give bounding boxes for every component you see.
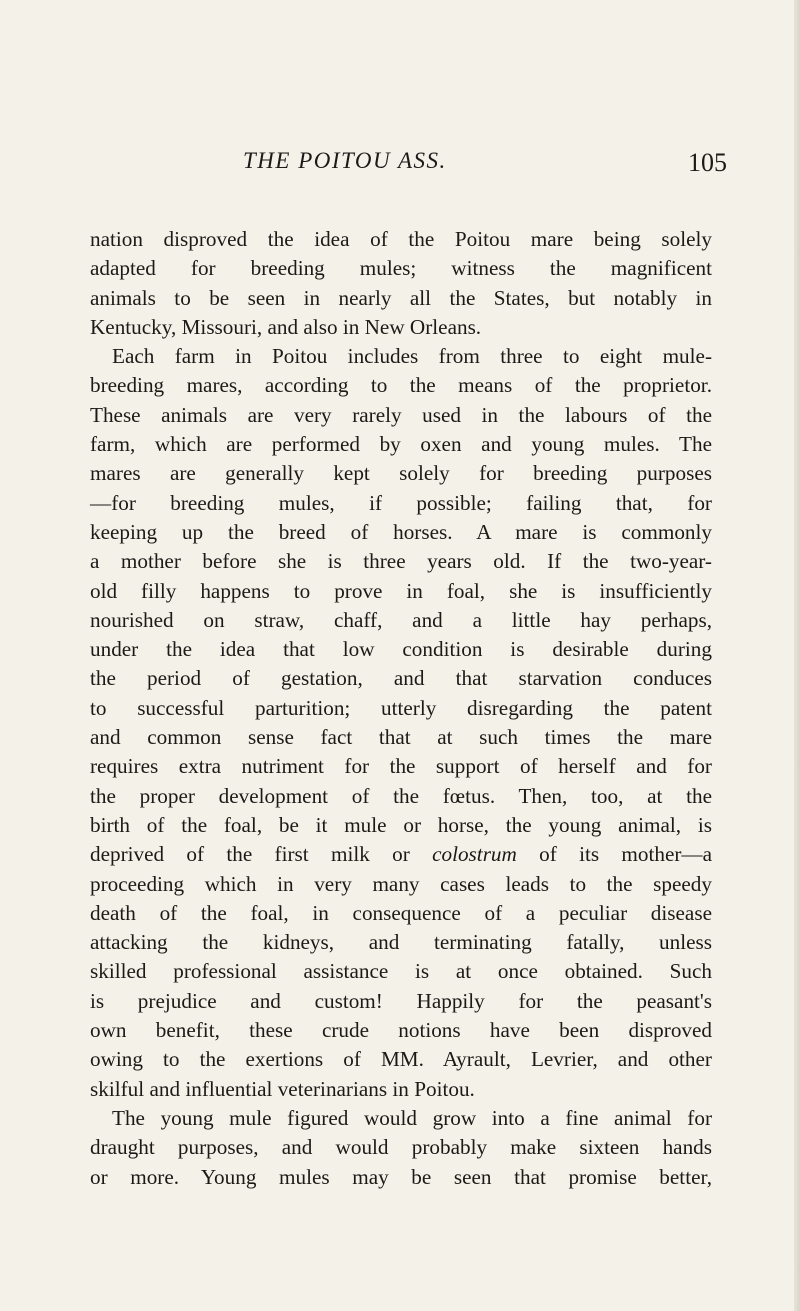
italic-term: colostrum: [432, 842, 517, 867]
text-line: under the idea that low condition is desirable during: [90, 637, 712, 662]
text-line: to successful parturition; utterly disregarding the patent: [90, 695, 712, 720]
line-segment: deprived of the first milk or: [90, 842, 410, 867]
text-line: requires extra nutriment for the support of herself and for: [90, 754, 712, 779]
text-line: farm, which are performed by oxen and young mules. The: [90, 432, 712, 457]
text-line: mares are generally kept solely for breeding purposes: [90, 461, 712, 486]
text-line: is prejudice and custom! Happily for the peasant's: [90, 988, 712, 1013]
page-edge: [794, 0, 800, 1311]
paragraph-start: The young mule figured would grow into a fine animal for: [112, 1105, 712, 1130]
text-line: skilful and influential veterinarians in Poitou.: [90, 1076, 475, 1101]
text-line: animals to be seen in nearly all the States, but notably in: [90, 285, 712, 310]
text-line: skilled professional assistance is at once obtained. Such: [90, 959, 712, 984]
text-line: proceeding which in very many cases leads to the speedy: [90, 871, 712, 896]
text-line: Kentucky, Missouri, and also in New Orleans.: [90, 314, 482, 339]
text-line: death of the foal, in consequence of a peculiar disease: [90, 900, 712, 925]
text-line: or more. Young mules may be seen that promise better,: [90, 1164, 712, 1189]
body-text: [90, 225, 712, 1192]
page-header: [0, 148, 800, 184]
page-number: 105: [688, 148, 727, 177]
text-line: keeping up the breed of horses. A mare is commonly: [90, 519, 712, 544]
text-line: attacking the kidneys, and terminating fatally, unless: [90, 930, 712, 955]
text-line: owing to the exertions of MM. Ayrault, Levrier, and other: [90, 1047, 712, 1072]
text-line: old filly happens to prove in foal, she is insufficiently: [90, 578, 712, 603]
text-line: breeding mares, according to the means of the proprietor.: [90, 373, 712, 398]
text-line: and common sense fact that at such times the mare: [90, 725, 712, 750]
text-line: These animals are very rarely used in the labours of the: [90, 402, 712, 427]
text-line: a mother before she is three years old. If the two-year-: [90, 549, 712, 574]
text-line: birth of the foal, be it mule or horse, the young animal, is: [90, 812, 712, 837]
text-line: the period of gestation, and that starvation conduces: [90, 666, 712, 691]
text-line: draught purposes, and would probably make sixteen hands: [90, 1135, 712, 1160]
text-line-with-italic: [90, 840, 712, 869]
text-line: adapted for breeding mules; witness the magnificent: [90, 256, 712, 281]
running-head: THE POITOU ASS.: [243, 148, 447, 173]
text-line: —for breeding mules, if possible; failing that, for: [90, 490, 712, 515]
text-line: nourished on straw, chaff, and a little hay perhaps,: [90, 607, 712, 632]
text-line: the proper development of the fœtus. Then, too, at the: [90, 783, 712, 808]
text-line: own benefit, these crude notions have been disproved: [90, 1018, 712, 1043]
paragraph-start: Each farm in Poitou includes from three to eight mule-: [112, 344, 712, 369]
text-line: nation disproved the idea of the Poitou mare being solely: [90, 227, 712, 251]
line-segment: of its mother—a: [539, 842, 712, 867]
